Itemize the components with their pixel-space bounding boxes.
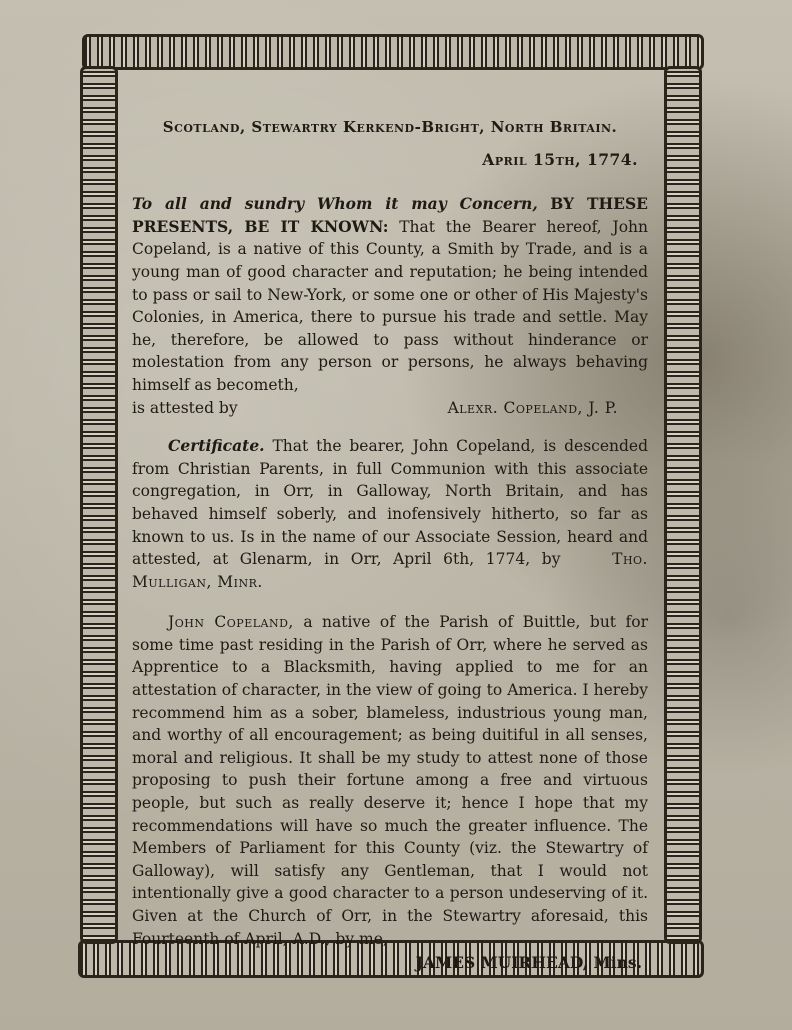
lead-name: John Copeland, [168, 613, 294, 632]
ornamental-border-right [664, 66, 702, 944]
final-signature: JAMES MUIRHEAD, Mins. [415, 953, 642, 973]
certificate-2-body: That the bearer, John Copeland, is descended from Christian Parents, in full Communion with this associate congregation, in Orr, in Galloway, North Britain, and has behaved himself soberly, and inofensively hitherto, so far as known to us. Is in the name of our Associate Session, heard and attested, at Glenarm, in Orr, April 6th, 1774, by [132, 437, 648, 569]
certificate-1-body: That the Bearer hereof, John Copeland, is a native of this County, a Smith by Trade, and is a young man of good character and reputation; he being intended to pass or sail to New-York, or some one or other of His Majesty's Colonies, in America, there to pursue his trade and settle. May he, therefore, be allowed to pass without hinderance or molestation from any person or persons, he always behaving himself as becometh, [132, 217, 648, 394]
location-heading: Scotland, Stewartry Kerkend-Bright, North Britain. [162, 118, 618, 136]
opening-phrase: To all and sundry Whom it may Concern, [132, 194, 538, 214]
certificate-3-body: a native of the Parish of Buittle, but for some time past residing in the Parish of Orr, where he served as Apprentice to a Blacksmith, having applied to me for an attestation of character, in the view of going to America. I hereby recommend him as a sober, blameless, industrious young man, and worthy of all encouragement; as being duitiful in all senses, moral and religious. It shall be my study to attest none of those proposing to push their fortune among a free and virtuous people, but such as really deserve it; hence I hope that my recommendations will have so much the greater influence. The Members of Parliament for this County (viz. the Stewartry of Galloway), will satisfy any Gentleman, that I would not intentionally give a good character to a person undeserving of it. Given at the Church of Orr, in the Stewartry aforesaid, this Fourteenth of April, A.D., by me, [132, 613, 648, 948]
certificate-3 [132, 611, 648, 950]
certificate-heading: Certificate. [168, 436, 265, 456]
attest-name: Alexr. Copeland, J. P. [447, 398, 618, 417]
date-heading: April 15th, 1774. [482, 149, 638, 169]
attest-label: is attested by [132, 398, 238, 417]
ornamental-border-left [80, 66, 118, 944]
proclamation: BY THESE PRESENTS, BE IT KNOWN: [132, 194, 648, 236]
certificate-1 [132, 193, 648, 396]
certificate-2 [132, 435, 648, 593]
ornamental-border-top [82, 34, 704, 70]
document-body [132, 112, 648, 975]
certificate-2-attest-name: Tho. Mulligan, Minr. [132, 550, 648, 591]
certificate-1-attestation [132, 397, 648, 420]
